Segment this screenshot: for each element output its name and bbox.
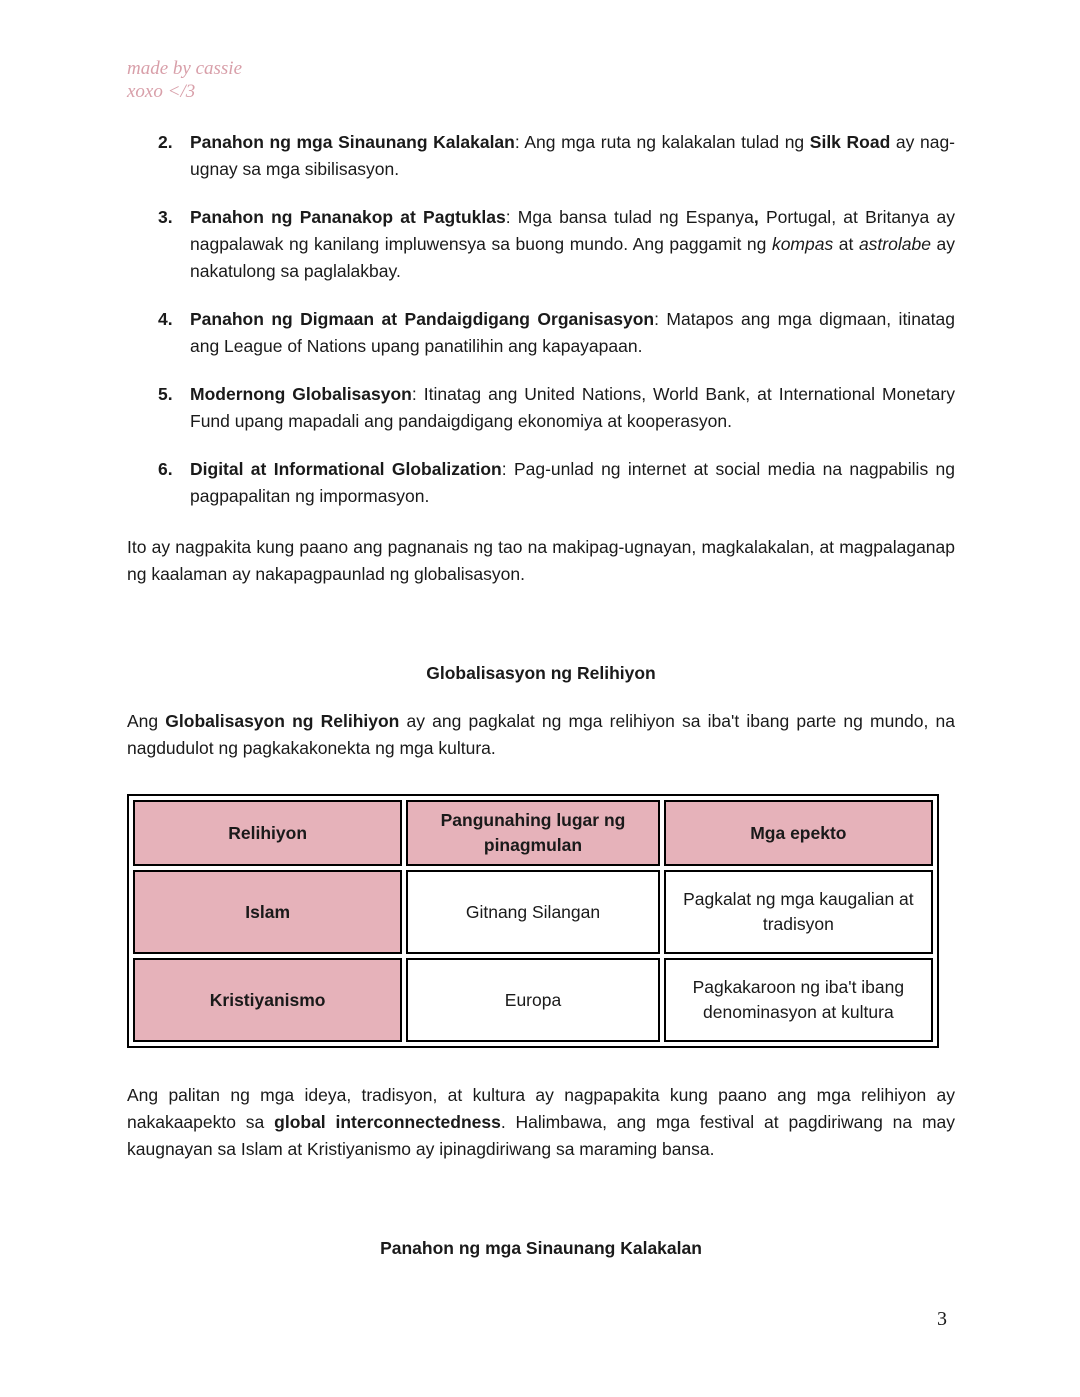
table-row-islam bbox=[133, 870, 933, 954]
watermark-line1: made by cassie bbox=[127, 58, 243, 79]
list-item-number: 5. bbox=[158, 384, 173, 404]
table-row-kristiyanismo bbox=[133, 958, 933, 1042]
numbered-list bbox=[127, 129, 955, 510]
cell-religion: Islam bbox=[133, 870, 402, 954]
cell-effect: Pagkakaroon ng iba't ibang denominasyon at kultura bbox=[664, 958, 933, 1042]
page-number: 3 bbox=[937, 1308, 947, 1330]
list-item-5 bbox=[127, 381, 955, 435]
list-item-text: Panahon ng mga Sinaunang Kalakalan: Ang mga ruta ng kalakalan tulad ng Silk Road ay nag-ugnay sa mga sibilisasyon. bbox=[190, 132, 956, 179]
list-item-text: Digital at Informational Globalization: Pag-unlad ng internet at social media na nagpabilis ng pagpapalitan ng impormasyon. bbox=[190, 459, 955, 506]
list-item-text: Panahon ng Pananakop at Pagtuklas: Mga bansa tulad ng Espanya, Portugal, at Britanya ay nagpalawak ng kanilang impluwensya sa buong mundo. Ang paggamit ng kompas at astrolabe ay nakatulong sa paglalakbay. bbox=[190, 207, 955, 281]
list-item-number: 6. bbox=[158, 459, 173, 479]
list-item-number: 2. bbox=[158, 132, 173, 152]
religion-table bbox=[127, 794, 939, 1048]
list-item-2 bbox=[127, 129, 955, 183]
table-header-epekto: Mga epekto bbox=[664, 800, 933, 866]
watermark-line2: xoxo </3 bbox=[127, 81, 196, 102]
list-item-4 bbox=[127, 306, 955, 360]
table-header-pinagmulan: Pangunahing lugar ng pinagmulan bbox=[406, 800, 659, 866]
section-heading-religion: Globalisasyon ng Relihiyon bbox=[426, 663, 656, 683]
cell-religion: Kristiyanismo bbox=[133, 958, 402, 1042]
list-item-6 bbox=[127, 456, 955, 510]
section-heading-trade: Panahon ng mga Sinaunang Kalakalan bbox=[380, 1238, 702, 1258]
cell-effect: Pagkalat ng mga kaugalian at tradisyon bbox=[664, 870, 933, 954]
list-item-text: Panahon ng Digmaan at Pandaigdigang Organisasyon: Matapos ang mga digmaan, itinatag ang League of Nations upang panatilihin ang kapayapaan. bbox=[190, 309, 955, 356]
list-item-number: 4. bbox=[158, 309, 173, 329]
table-header-relihiyon: Relihiyon bbox=[133, 800, 402, 866]
list-item-text: Modernong Globalisasyon: Itinatag ang United Nations, World Bank, at International Monetary Fund upang mapadali ang pandaigdigang ekonomiya at kooperasyon. bbox=[190, 384, 955, 431]
list-item-3 bbox=[127, 204, 955, 285]
cell-origin: Gitnang Silangan bbox=[406, 870, 659, 954]
religion-intro-paragraph: Ang Globalisasyon ng Relihiyon ay ang pagkalat ng mga relihiyon sa iba't ibang parte ng mundo, na nagdudulot ng pagkakakonekta ng mga kultura. bbox=[127, 711, 955, 758]
cell-origin: Europa bbox=[406, 958, 659, 1042]
list-item-number: 3. bbox=[158, 207, 173, 227]
religion-outro-paragraph: Ang palitan ng mga ideya, tradisyon, at kultura ay nagpapakita kung paano ang mga relihiyon ay nakakaapekto sa global interconnectedness. Halimbawa, ang mga festival at pagdiriwang na may kaugnayan sa Islam at Kristiyanismo ay ipinagdiriwang sa maraming bansa. bbox=[127, 1085, 956, 1159]
watermark bbox=[127, 57, 955, 103]
summary-paragraph: Ito ay nagpakita kung paano ang pagnanais ng tao na makipag-ugnayan, magkalakalan, at magpalaganap ng kaalaman ay nakapagpaunlad ng globalisasyon. bbox=[127, 537, 955, 584]
table-header-row bbox=[133, 800, 933, 866]
